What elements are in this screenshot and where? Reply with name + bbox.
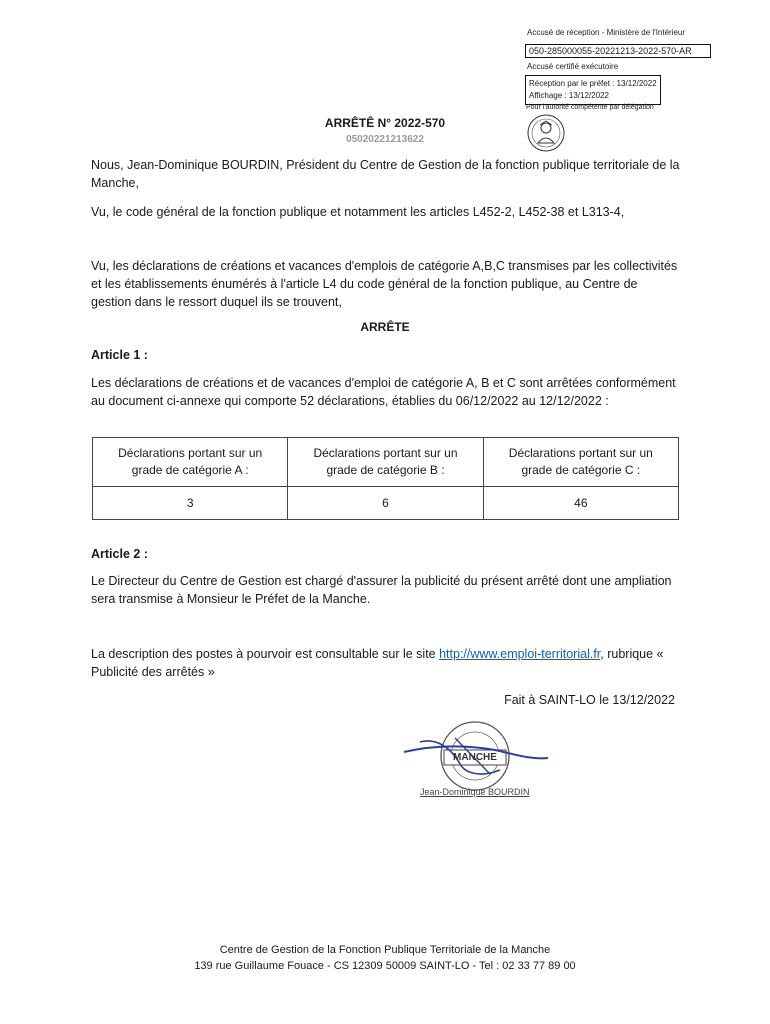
description-rubrique: , rubrique « Publicité des arrêtés » xyxy=(91,647,664,679)
article-1-heading: Article 1 : xyxy=(91,348,148,362)
article-1-text: Les déclarations de créations et de vacances d'emploi de catégorie A, B et C sont arrêtées conformément au document ci-annexe qui comporte 52 déclarations, établies du 06/12/2022 au 12/12/2022 : xyxy=(91,376,676,408)
table-value-cat-a: 3 xyxy=(93,487,288,520)
footer-organization: Centre de Gestion de la Fonction Publique Territoriale de la Manche xyxy=(219,944,551,956)
stamp-affichage-date: Affichage : 13/12/2022 xyxy=(529,91,609,100)
vu-declarations-paragraph: Vu, les déclarations de créations et vacances d'emplois de catégorie A,B,C transmises par les collectivités et les établissements énumérés à l'article L4 du code général de la fonction publique, au Centre de gestion dans le ressort duquel ils se trouvent, xyxy=(91,259,678,309)
stamp-reference: 050-285000055-20221213-2022-570-AR xyxy=(525,44,711,58)
decree-number: 05020221213622 xyxy=(346,134,424,145)
arrete-heading: ARRÊTE xyxy=(360,320,410,334)
table-header-cat-c: Déclarations portant sur un grade de catégorie C : xyxy=(483,438,678,487)
table-header-cat-a: Déclarations portant sur un grade de catégorie A : xyxy=(93,438,288,487)
footer-address: 139 rue Guillaume Fouace - CS 12309 50009 SAINT-LO - Tel : 02 33 77 89 00 xyxy=(194,960,576,972)
emploi-territorial-link[interactable]: http://www.emploi-territorial.fr xyxy=(439,647,601,661)
table-value-cat-b: 6 xyxy=(288,487,483,520)
signatory-name: Jean-Dominique BOURDIN xyxy=(420,787,530,797)
stamp-dates-box xyxy=(525,75,661,105)
stamp-authority-label: Pour l'autorité compétente par délégation xyxy=(526,104,654,111)
table-value-cat-c: 46 xyxy=(483,487,678,520)
stamp-reception-date: Réception par le préfet : 13/12/2022 xyxy=(529,79,657,88)
declarations-table xyxy=(92,437,679,520)
table-header-row xyxy=(93,438,679,487)
vu-code-paragraph: Vu, le code général de la fonction publique et notamment les articles L452-2, L452-38 et L313-4, xyxy=(91,205,625,219)
table-row xyxy=(93,487,679,520)
decree-title: ARRÊTÊ N° 2022-570 xyxy=(324,116,446,130)
stamp-certified-label: Accusé certifié exécutoire xyxy=(527,62,619,71)
article-2-heading: Article 2 : xyxy=(91,547,148,561)
stamp-receipt-label: Accusé de réception - Ministère de l'Intérieur xyxy=(527,28,686,37)
table-header-cat-b: Déclarations portant sur un grade de catégorie B : xyxy=(288,438,483,487)
description-text: La description des postes à pourvoir est consultable sur le site xyxy=(91,647,440,661)
signed-place-date: Fait à SAINT-LO le 13/12/2022 xyxy=(504,693,675,707)
article-2-text: Le Directeur du Centre de Gestion est chargé d'assurer la publicité du présent arrêté dont une ampliation sera transmise à Monsieur le Préfet de la Manche. xyxy=(91,574,672,606)
description-paragraph xyxy=(91,645,681,681)
intro-paragraph: Nous, Jean-Dominique BOURDIN, Président du Centre de Gestion de la fonction publique territoriale de la Manche, xyxy=(91,158,680,190)
seal-label: MANCHE xyxy=(453,752,497,763)
